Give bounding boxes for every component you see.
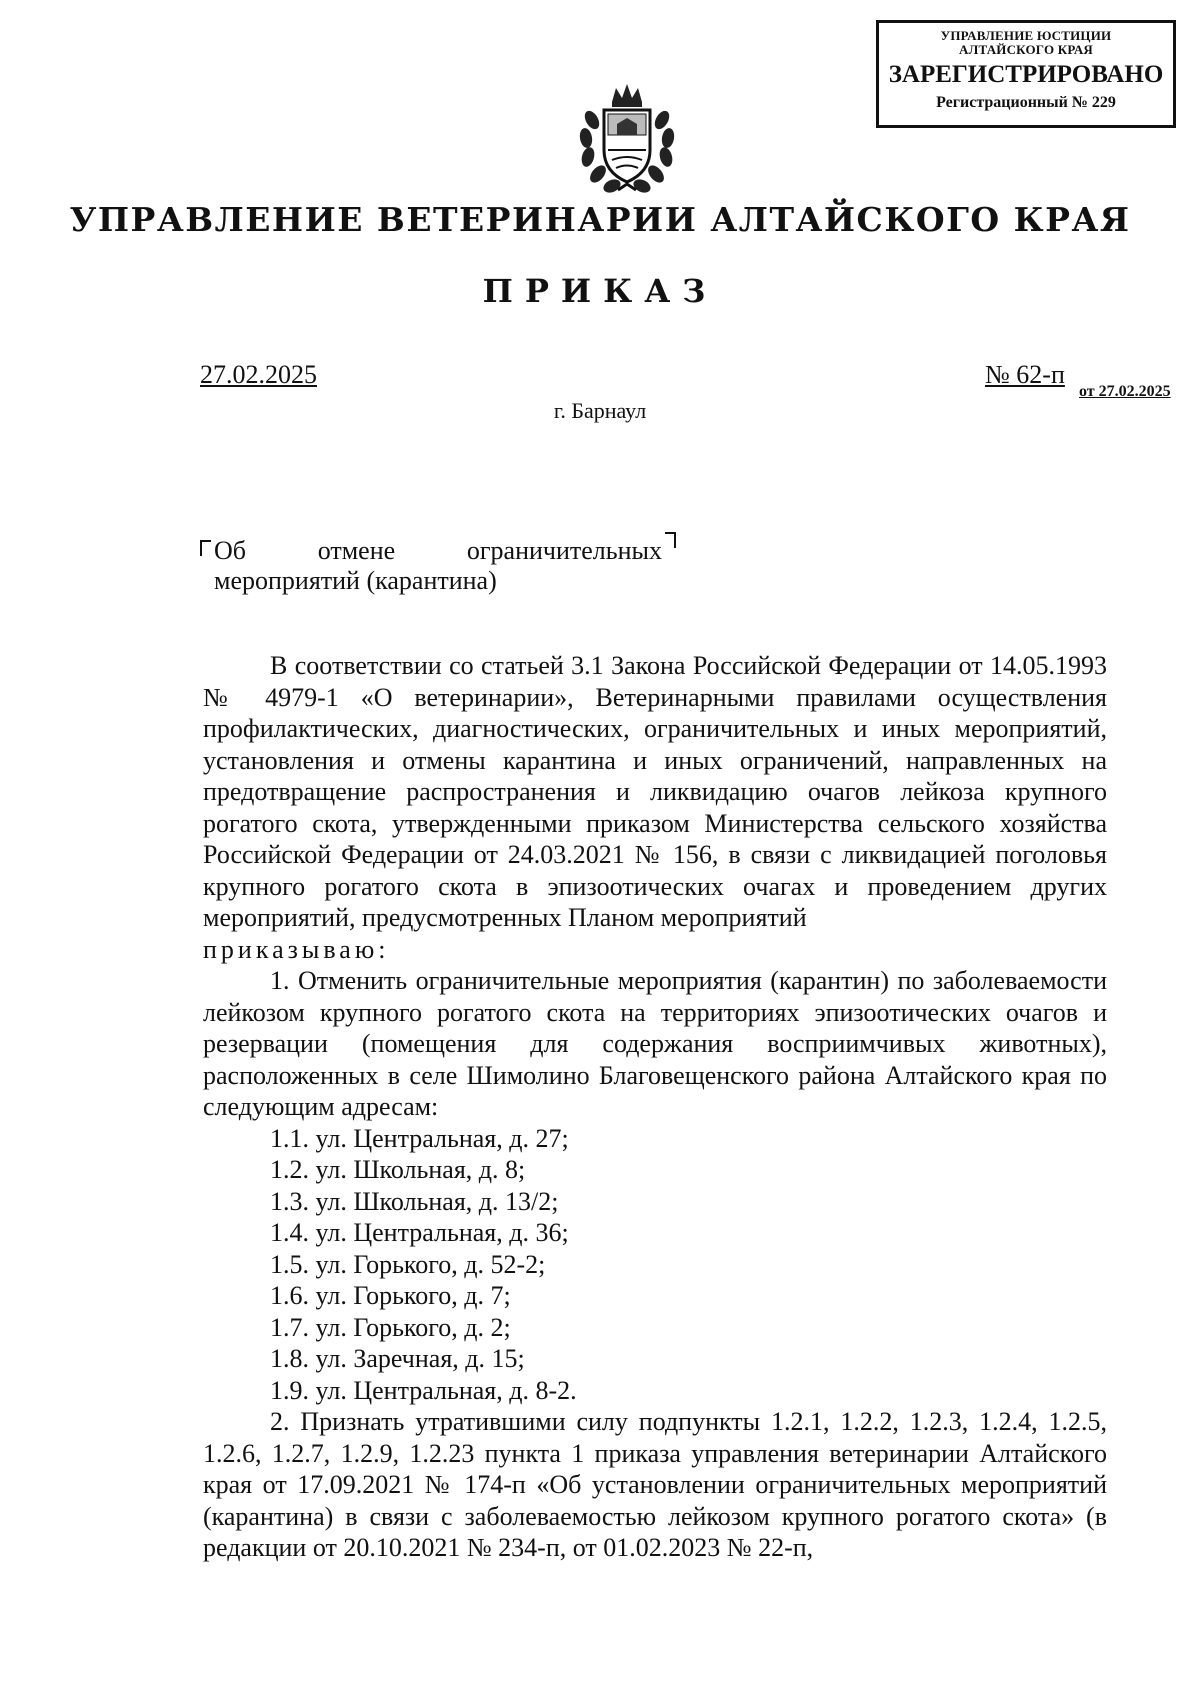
- stamp-reg-date: от 27.02.2025: [1079, 383, 1171, 400]
- address-item: 1.4. ул. Центральная, д. 36;: [270, 1218, 569, 1247]
- stamp-reg-number: Регистрационный № 229: [936, 93, 1116, 111]
- subject-word-1: Об: [214, 536, 247, 565]
- stamp-org-line1: УПРАВЛЕНИЕ ЮСТИЦИИ: [940, 28, 1112, 43]
- address-item: 1.5. ул. Горького, д. 52-2;: [270, 1249, 546, 1279]
- address-item: 1.2. ул. Школьная, д. 8;: [270, 1155, 526, 1184]
- subject-word-3: ограничительных: [466, 536, 662, 565]
- order-subject: [214, 536, 662, 596]
- address-item: 1.9. ул. Центральная, д. 8-2.: [270, 1375, 577, 1405]
- document-type: ПРИКАЗ: [482, 272, 718, 310]
- order-body: [203, 650, 1107, 1564]
- address-item: 1.1. ул. Центральная, д. 27;: [270, 1123, 569, 1153]
- point-1-paragraph: 1. Отменить ограничительные мероприятия (карантин) по заболеваемости лейкозом крупного рогатого скота на территориях эпизоотических очагов и резервации (помещения для содержания восприимчивых животных), расположенных в селе Шимолино Благовещенского района Алтайского края по следующим адресам:: [203, 966, 1107, 1121]
- address-item: 1.8. ул. Заречная, д. 15;: [270, 1344, 525, 1373]
- city: г. Барнаул: [553, 398, 647, 423]
- stamp-status: ЗАРЕГИСТРИРОВАНО: [888, 61, 1164, 89]
- address-item: 1.6. ул. Горького, д. 7;: [270, 1281, 511, 1310]
- order-number: № 62-п: [985, 360, 1065, 389]
- address-item: 1.7. ул. Горького, д. 2;: [270, 1312, 511, 1342]
- order-word: приказываю:: [203, 934, 390, 964]
- address-item: 1.3. ул. Школьная, д. 13/2;: [270, 1186, 559, 1216]
- subject-bracket-right: [665, 532, 676, 548]
- stamp-org-line2: АЛТАЙСКОГО КРАЯ: [959, 41, 1093, 57]
- point-2-paragraph: 2. Признать утратившими силу подпункты 1.2.1, 1.2.2, 1.2.3, 1.2.4, 1.2.5, 1.2.6, 1.2.7, 1.2.9, 1.2.23 пункта 1 приказа управления ветеринарии Алтайского края от 17.09.2021 № 174-п «Об установлении ограничительных мероприятий (карантина) в связи с заболеваемостью лейкозом крупного рогатого скота» (в редакции от 20.10.2021 № 234-п, от 01.02.2023 № 22-п,: [203, 1407, 1107, 1562]
- agency-name: УПРАВЛЕНИЕ ВЕТЕРИНАРИИ АЛТАЙСКОГО КРАЯ: [69, 200, 1131, 239]
- preamble-paragraph: В соответствии со статьей 3.1 Закона Российской Федерации от 14.05.1993 № 4979-1 «О ветеринарии», Ветеринарными правилами осуществления профилактических, диагностических, ограничительных и иных мероприятий, установления и отмены карантина и иных ограничений, направленных на предотвращение распространения и ликвидацию очагов лейкоза крупного рогатого скота, утвержденными приказом Министерства сельского хозяйства Российской Федерации от 24.03.2021 № 156, в связи с ликвидацией поголовья крупного рогатого скота в эпизоотических очагах и проведением других мероприятий, предусмотренных Планом мероприятий: [203, 651, 1107, 932]
- coat-of-arms-emblem-icon: [572, 80, 682, 200]
- subject-word-2: отмене: [317, 536, 396, 565]
- order-date: 27.02.2025: [200, 360, 317, 389]
- subject-line-2: мероприятий (карантина): [214, 566, 497, 595]
- subject-bracket-left: [200, 540, 211, 556]
